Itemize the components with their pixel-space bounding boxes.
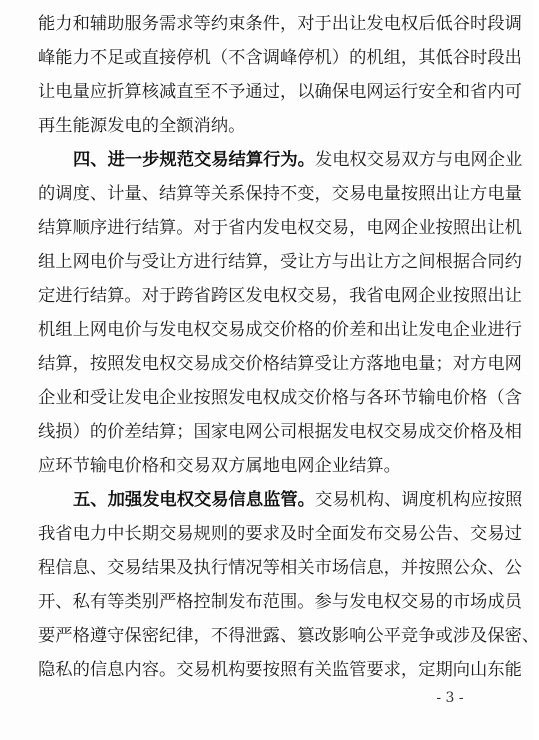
section-four-line (73, 144, 523, 176)
section-five-line (73, 484, 523, 516)
body-text-line: 要严格遵守保密纪律，不得泄露、篡改影响公平竞争或涉及保密、 (38, 626, 539, 646)
body-text-line: 线损）的价差结算；国家电网公司根据发电权交易成交价格及相 (38, 422, 522, 442)
body-text-line: 应环节输电价格和交易双方属地电网企业结算。 (38, 456, 401, 476)
body-text-line: 结算，按照发电权交易成交价格结算受让方落地电量；对方电网 (38, 354, 522, 374)
body-text-line: 机组上网电价与发电权交易成交价格的价差和出让发电企业进行 (38, 320, 522, 340)
body-text-line: 峰能力不足或直接停机（不含调峰停机）的机组，其低谷时段出 (38, 48, 522, 68)
body-text-line: 组上网电价与受让方进行结算，受让方与出让方之间根据合同约 (38, 252, 522, 272)
body-text-line: 的调度、计量、结算等关系保持不变，交易电量按照出让方电量 (38, 184, 522, 204)
body-text-span: 发电权交易双方与电网企业 (314, 150, 523, 170)
body-text-line: 开、私有等类别严格控制发布范围。参与发电权交易的市场成员 (38, 592, 522, 612)
body-text-line: 程信息、交易结果及执行情况等相关市场信息，并按照公众、公 (38, 558, 522, 578)
body-text-span: 交易机构、调度机构应按照 (314, 490, 523, 510)
body-text-line: 让电量应折算核减直至不予通过，以确保电网运行安全和省内可 (38, 82, 522, 102)
body-text-line: 再生能源发电的全额消纳。 (38, 116, 246, 136)
body-text-line: 结算顺序进行结算。对于省内发电权交易，电网企业按照出让机 (38, 218, 522, 238)
body-text-line: 定进行结算。对于跨省跨区发电权交易，我省电网企业按照出让 (38, 286, 522, 306)
section-five-heading: 五、加强发电权交易信息监管。 (73, 490, 315, 510)
body-text-line: 企业和受让发电企业按照发电权成交价格与各环节输电价格（含 (38, 388, 522, 408)
page-number: - 3 - (436, 690, 464, 706)
body-text-line: 隐私的信息内容。交易机构要按照有关监管要求，定期向山东能 (38, 660, 522, 680)
body-text-line: 我省电力中长期交易规则的要求及时全面发布交易公告、交易过 (38, 524, 522, 544)
section-four-heading: 四、进一步规范交易结算行为。 (73, 150, 315, 170)
body-text-line: 能力和辅助服务需求等约束条件，对于出让发电权后低谷时段调 (38, 14, 522, 34)
